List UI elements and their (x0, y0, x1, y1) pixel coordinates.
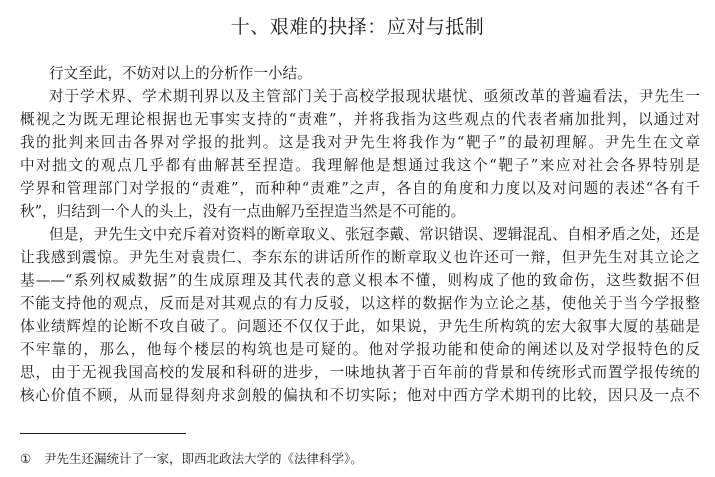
text-line: 但是，尹先生文中充斥着对资料的断章取义、张冠李戴、常识错误、逻辑混乱、自相矛盾之处，还是 (49, 226, 700, 243)
text-line: 秋”，归结到一个人的头上，没有一点曲解乃至捏造当然是不可能的。 (20, 203, 466, 220)
text-line: 让我感到震惊。尹先生对袁贵仁、李东东的讲话所作的断章取义也许还可一辩，但尹先生对其立论之 (20, 249, 700, 266)
text-line: 思，由于无视我国高校的发展和科研的进步，一味地执著于百年前的背景和传统形式而置学报传统的 (20, 364, 700, 381)
footnote-divider (20, 433, 186, 434)
text-line: 概视之为既无理论根据也无事实支持的“责难”，并将我指为这些观点的代表者痛加批判，以通过对 (20, 111, 700, 128)
text-line: 对于学术界、学术期刊界以及主管部门关于高校学报现状堪忧、亟须改革的普遍看法，尹先生一 (49, 88, 700, 105)
text-line: 核心价值不顾，从而显得刻舟求剑般的偏执和不切实际；他对中西方学术期刊的比较，因只及一点不 (20, 387, 700, 404)
footnote (20, 450, 700, 468)
text-line: 中对拙文的观点几乎都有曲解甚至捏造。我理解他是想通过我这个“靶子”来应对社会各界特别是 (20, 157, 700, 174)
section-title: 十、艰难的抉择：应对与抵制 (230, 16, 485, 38)
text-line: 体业绩辉煌的论断不攻自破了。问题还不仅仅于此，如果说，尹先生所构筑的宏大叙事大厦的基础是 (20, 318, 700, 335)
body-text (20, 62, 700, 407)
text-line: 我的批判来回击各界对学报的批判。这是我对尹先生将我作为“靶子”的最初理解。尹先生在文章 (20, 134, 700, 151)
text-line: 基——“系列权威数据”的生成原理及其代表的意义根本不懂，则构成了他的致命伤，这些数据不但 (20, 272, 700, 289)
text-line: 行文至此，不妨对以上的分析作一小结。 (49, 65, 312, 82)
text-line: 学界和管理部门对学报的“责难”，而种种“责难”之声，各自的角度和力度以及对问题的表述“各有千 (20, 180, 700, 197)
text-line: 不能支持他的观点，反而是对其观点的有力反驳，以这样的数据作为立论之基，使他关于当今学报整 (20, 295, 700, 312)
footnote-text: 尹先生还漏统计了一家，即西北政法大学的《法律科学》。 (44, 451, 363, 466)
text-line: 不牢靠的，那么，他每个楼层的构筑也是可疑的。他对学报功能和使命的阐述以及对学报特色的反 (20, 341, 700, 358)
footnote-marker: ① (20, 451, 32, 466)
